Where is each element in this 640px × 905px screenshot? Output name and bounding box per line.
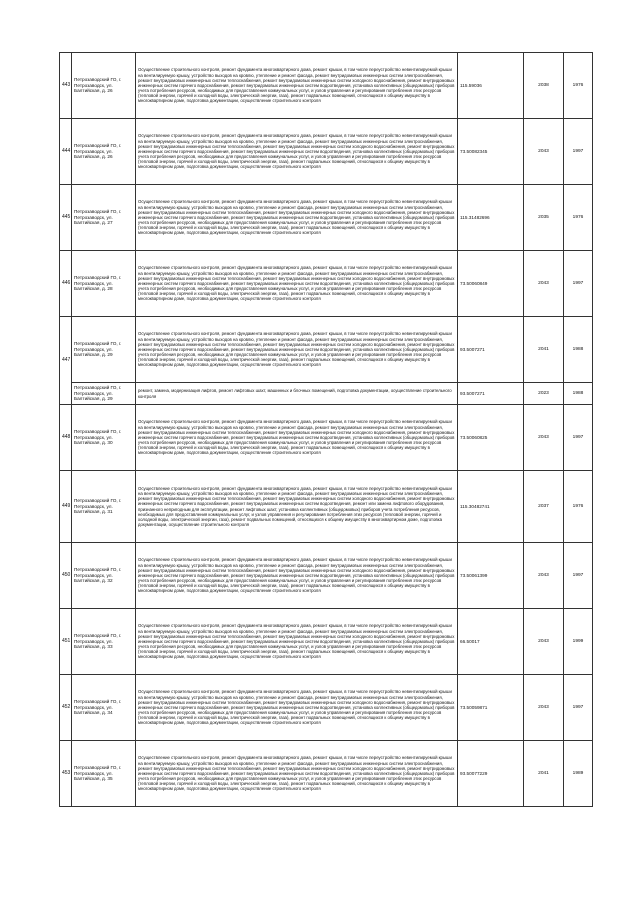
build-year: 1997 <box>564 119 593 185</box>
works-list: Осуществление строительного контроля, ремонт фундамента многоквартирного дома, ремонт крыши, в том числе переустройство невентилируемой крыши на вентилируемую крышу, устройство выходов на кровлю, утепление и ремонт фасада, ремонт внутридомовых инженерных систем электроснабжения, ремонт внутридомовых инженерных систем теплоснабжения, ремонт внутридомовых инженерных систем холодного водоснабжения, ремонт внутридомовых инженерных систем горячего водоснабжения, ремонт внутридомовых инженерных систем водоотведения, установка коллективных (общедомовых) приборов учета потребления ресурсов, необходимых для предоставления коммунальных услуг, и узлов управления и регулирования потребления этих ресурсов (тепловой энергии, горячей и холодной воды, электрической энергии, газа), ремонт подвальных помещений, относящихся к общему имуществу в многоквартирном доме, подготовка документации, осуществление строительного контроля <box>136 405 458 471</box>
planned-year: 2043 <box>524 251 564 317</box>
table-row <box>60 251 593 317</box>
table-row <box>60 609 593 675</box>
cost-value: 66.50017 <box>458 609 524 675</box>
build-year: 1989 <box>564 741 593 807</box>
cost-value: 73.50060849 <box>458 251 524 317</box>
cost-value: 93.5007271 <box>458 317 524 383</box>
works-list: Осуществление строительного контроля, ремонт фундамента многоквартирного дома, ремонт крыши, в том числе переустройство невентилируемой крыши на вентилируемую крышу, устройство выходов на кровлю, утепление и ремонт фасада, ремонт внутридомовых инженерных систем электроснабжения, ремонт внутридомовых инженерных систем теплоснабжения, ремонт внутридомовых инженерных систем холодного водоснабжения, ремонт внутридомовых инженерных систем горячего водоснабжения, ремонт внутридомовых инженерных систем водоотведения, установка коллективных (общедомовых) приборов учета потребления ресурсов, необходимых для предоставления коммунальных услуг, и узлов управления и регулирования потребления этих ресурсов (тепловой энергии, горячей и холодной воды, электрической энергии, газа), ремонт подвальных помещений, относящихся к общему имуществу в многоквартирном доме, подготовка документации, осуществление строительного контроля <box>136 609 458 675</box>
capital-repair-table <box>59 52 593 807</box>
planned-year: 2038 <box>524 53 564 119</box>
table-row <box>60 317 593 383</box>
address: Петрозаводский ГО, г. Петрозаводск, ул. Балтийская, д. 29 <box>72 317 136 383</box>
build-year: 1976 <box>564 471 593 543</box>
cost-value: 73.50061399 <box>458 543 524 609</box>
row-number: 447 <box>60 317 72 405</box>
table-row <box>60 471 593 543</box>
address: Петрозаводский ГО, г. Петрозаводск, ул. Балтийская, д. 35 <box>72 741 136 807</box>
planned-year: 2043 <box>524 675 564 741</box>
address: Петрозаводский ГО, г. Петрозаводск, ул. Балтийская, д. 32 <box>72 543 136 609</box>
build-year: 1976 <box>564 185 593 251</box>
works-list: Осуществление строительного контроля, ремонт фундамента многоквартирного дома, ремонт крыши, в том числе переустройство невентилируемой крыши на вентилируемую крышу, устройство выходов на кровлю, утепление и ремонт фасада, ремонт внутридомовых инженерных систем электроснабжения, ремонт внутридомовых инженерных систем теплоснабжения, ремонт внутридомовых инженерных систем холодного водоснабжения, ремонт внутридомовых инженерных систем горячего водоснабжения, ремонт внутридомовых инженерных систем водоотведения, установка коллективных (общедомовых) приборов учета потребления ресурсов, необходимых для предоставления коммунальных услуг, и узлов управления и регулирования потребления этих ресурсов (тепловой энергии, горячей и холодной воды, электрической энергии, газа), ремонт подвальных помещений, относящихся к общему имуществу в многоквартирном доме, подготовка документации, осуществление строительного контроля <box>136 119 458 185</box>
build-year: 1997 <box>564 405 593 471</box>
row-number: 451 <box>60 609 72 675</box>
row-number: 444 <box>60 119 72 185</box>
cost-value: 115.30482741 <box>458 471 524 543</box>
planned-year: 2043 <box>524 405 564 471</box>
cost-value: 93.5007271 <box>458 383 524 405</box>
planned-year: 2043 <box>524 609 564 675</box>
address: Петрозаводский ГО, г. Петрозаводск, ул. Балтийская, д. 26 <box>72 53 136 119</box>
address: Петрозаводский ГО, г. Петрозаводск, ул. Балтийская, д. 34 <box>72 675 136 741</box>
cost-value: 115.59036 <box>458 53 524 119</box>
planned-year: 2043 <box>524 543 564 609</box>
build-year: 1999 <box>564 609 593 675</box>
cost-value: 115.31482696 <box>458 185 524 251</box>
table-row <box>60 383 593 405</box>
works-list: Осуществление строительного контроля, ремонт фундамента многоквартирного дома, ремонт крыши, в том числе переустройство невентилируемой крыши на вентилируемую крышу, устройство выходов на кровлю, утепление и ремонт фасада, ремонт внутридомовых инженерных систем электроснабжения, ремонт внутридомовых инженерных систем теплоснабжения, ремонт внутридомовых инженерных систем холодного водоснабжения, ремонт внутридомовых инженерных систем горячего водоснабжения, ремонт внутридомовых инженерных систем водоотведения, установка коллективных (общедомовых) приборов учета потребления ресурсов, необходимых для предоставления коммунальных услуг, и узлов управления и регулирования потребления этих ресурсов (тепловой энергии, горячей и холодной воды, электрической энергии, газа), ремонт подвальных помещений, относящихся к общему имуществу в многоквартирном доме, подготовка документации, осуществление строительного контроля <box>136 543 458 609</box>
table-row <box>60 675 593 741</box>
row-number: 449 <box>60 471 72 543</box>
works-list: Осуществление строительного контроля, ремонт фундамента многоквартирного дома, ремонт крыши, в том числе переустройство невентилируемой крыши на вентилируемую крышу, устройство выходов на кровлю, утепление и ремонт фасада, ремонт внутридомовых инженерных систем электроснабжения, ремонт внутридомовых инженерных систем теплоснабжения, ремонт внутридомовых инженерных систем холодного водоснабжения, ремонт внутридомовых инженерных систем горячего водоснабжения, ремонт внутридомовых инженерных систем водоотведения, установка коллективных (общедомовых) приборов учета потребления ресурсов, необходимых для предоставления коммунальных услуг, и узлов управления и регулирования потребления этих ресурсов (тепловой энергии, горячей и холодной воды, электрической энергии, газа), ремонт подвальных помещений, относящихся к общему имуществу в многоквартирном доме, подготовка документации, осуществление строительного контроля <box>136 675 458 741</box>
row-number: 450 <box>60 543 72 609</box>
table-row <box>60 185 593 251</box>
build-year: 1988 <box>564 317 593 383</box>
planned-year: 2041 <box>524 741 564 807</box>
row-number: 452 <box>60 675 72 741</box>
table-row <box>60 53 593 119</box>
works-list: ремонт, замена, модернизация лифтов, ремонт лифтовых шахт, машинных и блочных помещений, подготовка документации, осуществление строительного контроля <box>136 383 458 405</box>
planned-year: 2043 <box>524 119 564 185</box>
row-number: 443 <box>60 53 72 119</box>
planned-year: 2037 <box>524 471 564 543</box>
build-year: 1976 <box>564 53 593 119</box>
build-year: 1997 <box>564 251 593 317</box>
address: Петрозаводский ГО, г. Петрозаводск, ул. Балтийская, д. 26 <box>72 119 136 185</box>
address: Петрозаводский ГО, г. Петрозаводск, ул. Балтийская, д. 31 <box>72 471 136 543</box>
works-list: Осуществление строительного контроля, ремонт фундамента многоквартирного дома, ремонт крыши, в том числе переустройство невентилируемой крыши на вентилируемую крышу, устройство выходов на кровлю, утепление и ремонт фасада, ремонт внутридомовых инженерных систем электроснабжения, ремонт внутридомовых инженерных систем теплоснабжения, ремонт внутридомовых инженерных систем холодного водоснабжения, ремонт внутридомовых инженерных систем горячего водоснабжения, ремонт внутридомовых инженерных систем водоотведения, установка коллективных (общедомовых) приборов учета потребления ресурсов, необходимых для предоставления коммунальных услуг, и узлов управления и регулирования потребления этих ресурсов (тепловой энергии, горячей и холодной воды, электрической энергии, газа), ремонт подвальных помещений, относящихся к общему имуществу в многоквартирном доме, подготовка документации, осуществление строительного контроля <box>136 317 458 383</box>
build-year: 1997 <box>564 675 593 741</box>
address: Петрозаводский ГО, г. Петрозаводск, ул. Балтийская, д. 27 <box>72 185 136 251</box>
table-row <box>60 543 593 609</box>
address: Петрозаводский ГО, г. Петрозаводск, ул. Балтийская, д. 29 <box>72 383 136 405</box>
build-year: 1988 <box>564 383 593 405</box>
cost-value: 73.50082345 <box>458 119 524 185</box>
address: Петрозаводский ГО, г. Петрозаводск, ул. Балтийская, д. 28 <box>72 251 136 317</box>
works-list: Осуществление строительного контроля, ремонт фундамента многоквартирного дома, ремонт крыши, в том числе переустройство невентилируемой крыши на вентилируемую крышу, устройство выходов на кровлю, утепление и ремонт фасада, ремонт внутридомовых инженерных систем электроснабжения, ремонт внутридомовых инженерных систем теплоснабжения, ремонт внутридомовых инженерных систем холодного водоснабжения, ремонт внутридомовых инженерных систем горячего водоснабжения, ремонт внутридомовых инженерных систем водоотведения, установка коллективных (общедомовых) приборов учета потребления ресурсов, необходимых для предоставления коммунальных услуг, и узлов управления и регулирования потребления этих ресурсов (тепловой энергии, горячей и холодной воды, электрической энергии, газа), ремонт подвальных помещений, относящихся к общему имуществу в многоквартирном доме, подготовка документации, осуществление строительного контроля <box>136 185 458 251</box>
build-year: 1997 <box>564 543 593 609</box>
planned-year: 2035 <box>524 185 564 251</box>
table-row <box>60 119 593 185</box>
row-number: 446 <box>60 251 72 317</box>
planned-year: 2023 <box>524 383 564 405</box>
address: Петрозаводский ГО, г. Петрозаводск, ул. Балтийская, д. 33 <box>72 609 136 675</box>
row-number: 445 <box>60 185 72 251</box>
works-list: Осуществление строительного контроля, ремонт фундамента многоквартирного дома, ремонт крыши, в том числе переустройство невентилируемой крыши на вентилируемую крышу, устройство выходов на кровлю, утепление и ремонт фасада, ремонт внутридомовых инженерных систем электроснабжения, ремонт внутридомовых инженерных систем теплоснабжения, ремонт внутридомовых инженерных систем холодного водоснабжения, ремонт внутридомовых инженерных систем горячего водоснабжения, ремонт внутридомовых инженерных систем водоотведения, ремонт или замена лифтового оборудования, признанного непригодным для эксплуатации, ремонт лифтовых шахт, установка коллективных (общедомовых) приборов учета потребления ресурсов, необходимых для предоставления коммунальных услуг, и узлов управления и регулирования потребления этих ресурсов (тепловой энергии, горячей и холодной воды, электрической энергии, газа), ремонт подвальных помещений, относящихся к общему имуществу в многоквартирном доме, подготовка документации, осуществление строительного контроля <box>136 471 458 543</box>
address: Петрозаводский ГО, г. Петрозаводск, ул. Балтийская, д. 30 <box>72 405 136 471</box>
table-row <box>60 741 593 807</box>
cost-value: 73.50059871 <box>458 675 524 741</box>
works-list: Осуществление строительного контроля, ремонт фундамента многоквартирного дома, ремонт крыши, в том числе переустройство невентилируемой крыши на вентилируемую крышу, устройство выходов на кровлю, утепление и ремонт фасада, ремонт внутридомовых инженерных систем электроснабжения, ремонт внутридомовых инженерных систем теплоснабжения, ремонт внутридомовых инженерных систем холодного водоснабжения, ремонт внутридомовых инженерных систем горячего водоснабжения, ремонт внутридомовых инженерных систем водоотведения, установка коллективных (общедомовых) приборов учета потребления ресурсов, необходимых для предоставления коммунальных услуг, и узлов управления и регулирования потребления этих ресурсов (тепловой энергии, горячей и холодной воды, электрической энергии, газа), ремонт подвальных помещений, относящихся к общему имуществу в многоквартирном доме, подготовка документации, осуществление строительного контроля <box>136 741 458 807</box>
cost-value: 93.50077229 <box>458 741 524 807</box>
row-number: 453 <box>60 741 72 807</box>
planned-year: 2041 <box>524 317 564 383</box>
cost-value: 73.50060825 <box>458 405 524 471</box>
works-list: Осуществление строительного контроля, ремонт фундамента многоквартирного дома, ремонт крыши, в том числе переустройство невентилируемой крыши на вентилируемую крышу, устройство выходов на кровлю, утепление и ремонт фасада, ремонт внутридомовых инженерных систем электроснабжения, ремонт внутридомовых инженерных систем теплоснабжения, ремонт внутридомовых инженерных систем холодного водоснабжения, ремонт внутридомовых инженерных систем горячего водоснабжения, ремонт внутридомовых инженерных систем водоотведения, установка коллективных (общедомовых) приборов учета потребления ресурсов, необходимых для предоставления коммунальных услуг, и узлов управления и регулирования потребления этих ресурсов (тепловой энергии, горячей и холодной воды, электрической энергии, газа), ремонт подвальных помещений, относящихся к общему имуществу в многоквартирном доме, подготовка документации, осуществление строительного контроля <box>136 251 458 317</box>
row-number: 448 <box>60 405 72 471</box>
works-list: Осуществление строительного контроля, ремонт фундамента многоквартирного дома, ремонт крыши, в том числе переустройство невентилируемой крыши на вентилируемую крышу, устройство выходов на кровлю, утепление и ремонт фасада, ремонт внутридомовых инженерных систем электроснабжения, ремонт внутридомовых инженерных систем теплоснабжения, ремонт внутридомовых инженерных систем холодного водоснабжения, ремонт внутридомовых инженерных систем горячего водоснабжения, ремонт внутридомовых инженерных систем водоотведения, установка коллективных (общедомовых) приборов учета потребления ресурсов, необходимых для предоставления коммунальных услуг, и узлов управления и регулирования потребления этих ресурсов (тепловой энергии, горячей и холодной воды, электрической энергии, газа), ремонт подвальных помещений, относящихся к общему имуществу в многоквартирном доме, подготовка документации, осуществление строительного контроля <box>136 53 458 119</box>
table-row <box>60 405 593 471</box>
